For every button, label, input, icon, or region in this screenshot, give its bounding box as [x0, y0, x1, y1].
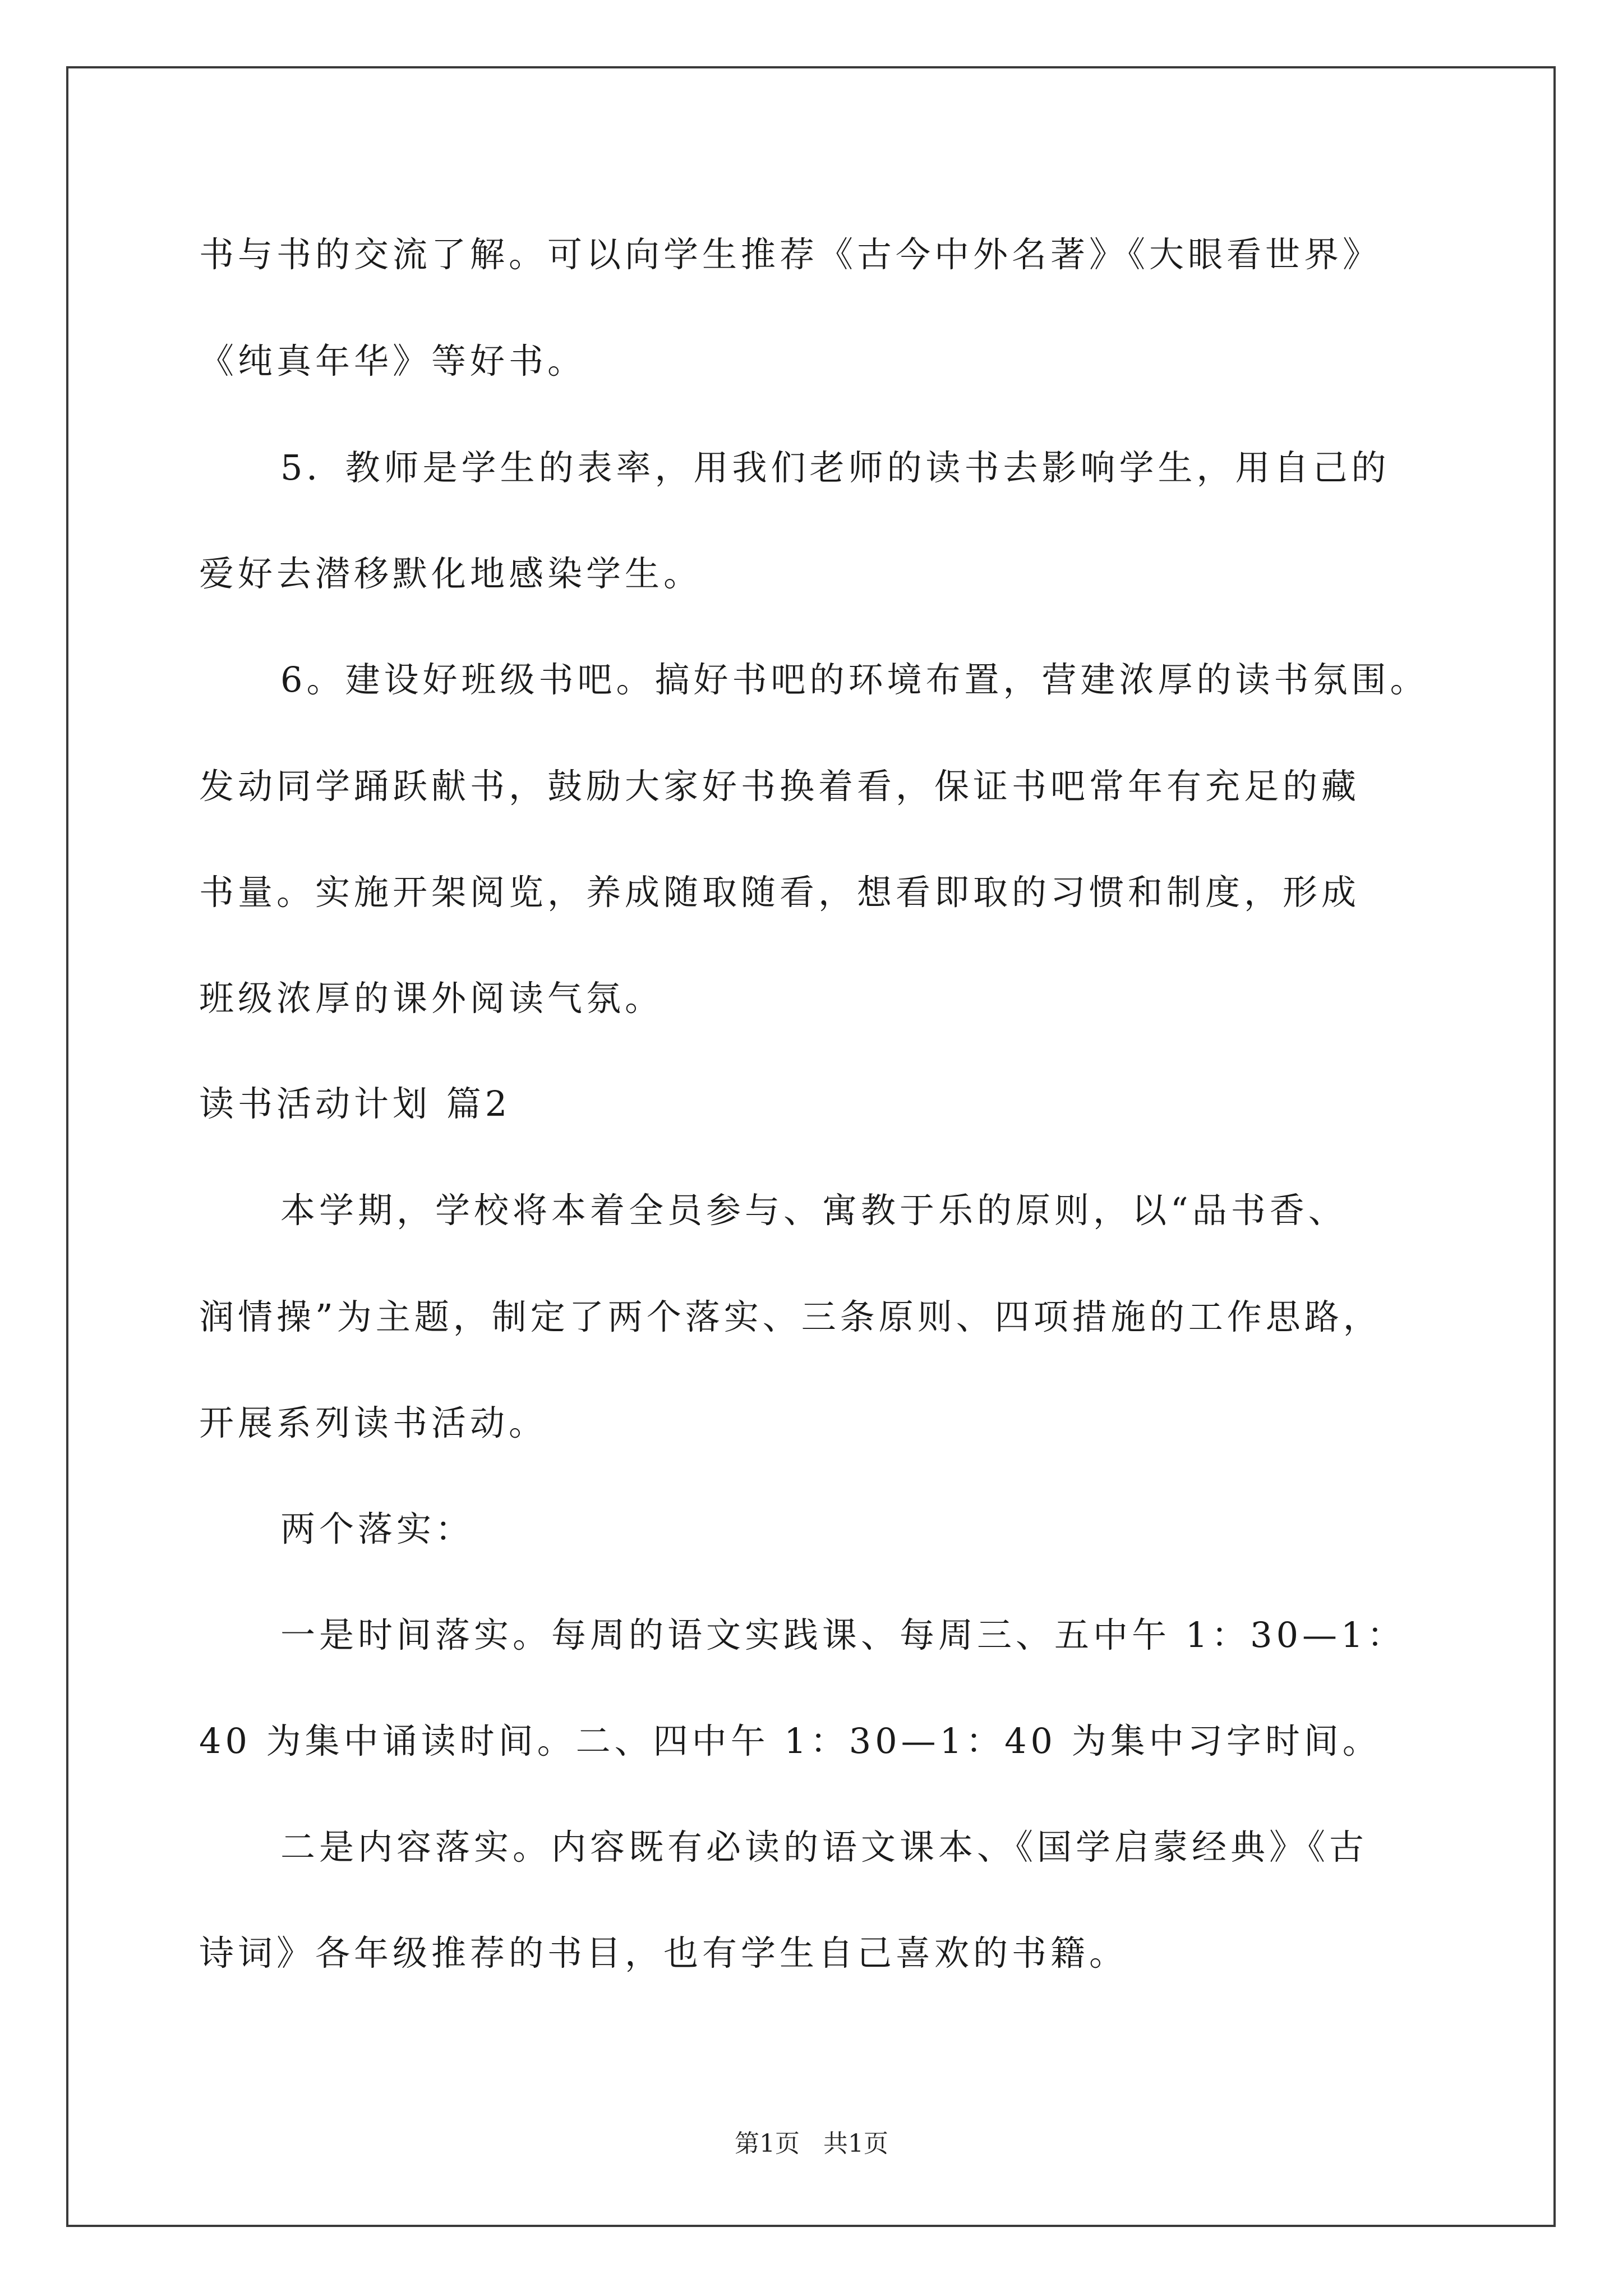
text-line: 书量。实施开架阅览，养成随取随看，想看即取的习惯和制度，形成: [199, 872, 1361, 913]
section-heading: 读书活动计划 篇2: [199, 1083, 511, 1124]
text-line: 5．教师是学生的表率，用我们老师的读书去影响学生，用自己的: [280, 447, 1390, 488]
page-border: [66, 66, 1556, 2227]
text-line: 一是时间落实。每周的语文实践课、每周三、五中午 1：30—1：: [280, 1614, 1406, 1655]
text-line: 书与书的交流了解。可以向学生推荐《古今中外名著》《大眼看世界》: [199, 234, 1382, 275]
text-line: 《纯真年华》等好书。: [199, 341, 587, 381]
page-footer: 第1页 共1页: [735, 2129, 888, 2158]
text-line: 开展系列读书活动。: [199, 1402, 548, 1443]
text-line: 6。建设好班级书吧。搞好书吧的环境布置，营建浓厚的读书氛围。: [280, 659, 1429, 700]
text-line: 爱好去潜移默化地感染学生。: [199, 553, 703, 594]
text-line: 二是内容落实。内容既有必读的语文课本、《国学启蒙经典》《古: [280, 1826, 1368, 1867]
text-line: 40 为集中诵读时间。二、四中午 1：30—1：40 为集中习字时间。: [199, 1720, 1381, 1761]
text-line: 发动同学踊跃献书，鼓励大家好书换着看，保证书吧常年有充足的藏: [199, 766, 1361, 807]
text-line: 润情操”为主题，制定了两个落实、三条原则、四项措施的工作思路，: [199, 1296, 1382, 1337]
text-line: 班级浓厚的课外阅读气氛。: [199, 978, 664, 1019]
text-line: 诗词》各年级推荐的书目，也有学生自己喜欢的书籍。: [199, 1932, 1128, 1973]
text-line: 本学期，学校将本着全员参与、寓教于乐的原则，以“品书香、: [280, 1190, 1347, 1231]
text-line: 两个落实：: [280, 1508, 474, 1549]
